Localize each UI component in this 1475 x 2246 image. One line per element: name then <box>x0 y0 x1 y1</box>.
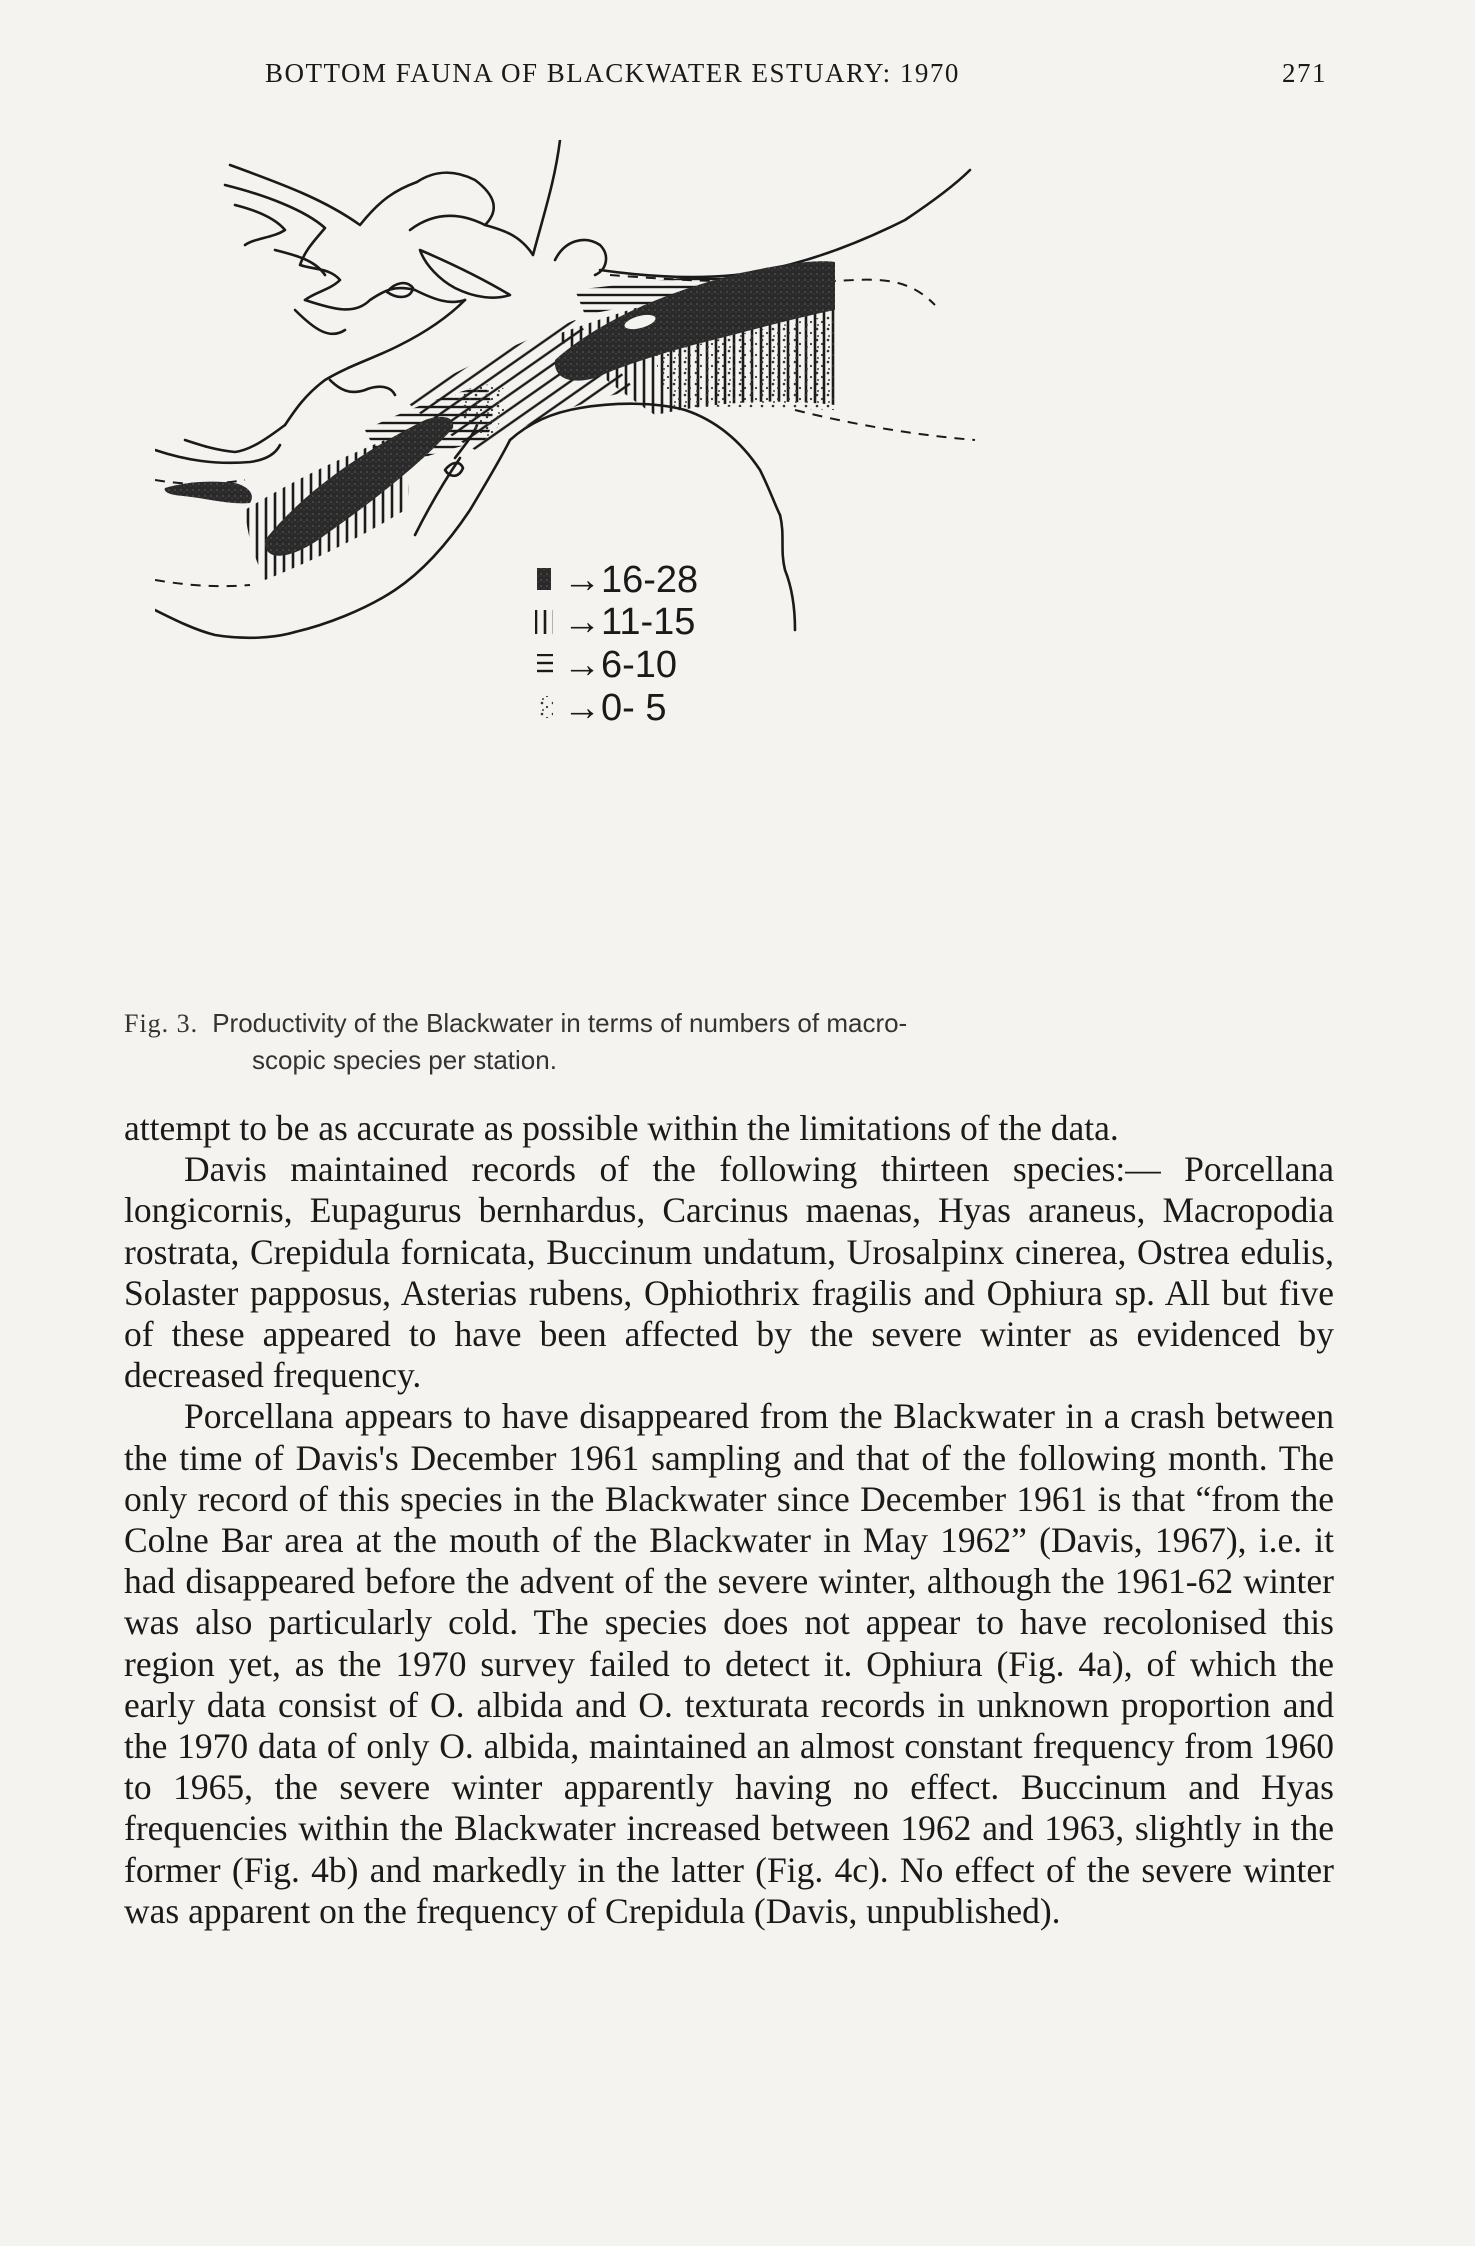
figure-label: Fig. 3. <box>124 1009 199 1038</box>
zone-16-28-tail <box>165 482 252 504</box>
running-head-title: BOTTOM FAUNA OF BLACKWATER ESTUARY: 1970 <box>265 58 960 88</box>
caption-line-1: Productivity of the Blackwater in terms of numbers of macro- <box>212 1008 908 1038</box>
legend-item-16-28 <box>537 559 698 601</box>
legend-item-0-5 <box>537 687 666 729</box>
paragraph-2: Davis maintained records of the following thirteen species:— Porcellana longicornis, Eupagurus bernhardus, Carcinus maenas, Hyas araneus, Macropodia rostrata, Crepidula fornicata, Buccinum undatum, Urosalpinx cinerea, Ostrea edulis, Solaster papposus, Asterias rubens, Ophiothrix fragilis and Ophiura sp. All but five of these appeared to have been affected by the severe winter as evidenced by decreased frequency. <box>124 1149 1334 1396</box>
svg-text:→0- 5: →0- 5 <box>563 687 667 729</box>
svg-text:→16-28: →16-28 <box>563 559 699 601</box>
paragraph-1: attempt to be as accurate as possible within the limitations of the data. <box>124 1108 1119 1148</box>
map-svg <box>155 140 1295 980</box>
figure-caption <box>124 1005 1334 1078</box>
page-number: 271 <box>1282 58 1327 88</box>
estuary-productivity-map <box>155 140 1295 980</box>
svg-text:→11-15: →11-15 <box>563 601 696 643</box>
legend-item-11-15 <box>535 601 695 643</box>
caption-line-2: scopic species per station. <box>252 1045 557 1075</box>
paragraph-3: Porcellana appears to have disappeared from the Blackwater in a crash between the time of Davis's December 1961 sampling and that of the following month. The only record of this species in the Blackwater since December 1961 is that “from the Colne Bar area at the mouth of the Blackwater in May 1962” (Davis, 1967), i.e. it had disappeared before the advent of the severe winter, although the 1961-62 winter was also particularly cold. The species does not appear to have recolonised this region yet, as the 1970 survey failed to detect it. Ophiura (Fig. 4a), of which the early data consist of O. albida and O. texturata records in unknown proportion and the 1970 data of only O. albida, maintained an almost constant frequency from 1960 to 1965, the severe winter apparently having no effect. Buccinum and Hyas frequencies within the Blackwater increased between 1962 and 1963, slightly in the former (Fig. 4b) and markedly in the latter (Fig. 4c). No effect of the severe winter was apparent on the frequency of Crepidula (Davis, unpublished). <box>124 1396 1334 1931</box>
body-text <box>124 1108 1334 1932</box>
svg-text:→6-10: →6-10 <box>563 644 678 686</box>
legend-item-6-10 <box>537 644 677 686</box>
map-legend <box>535 559 698 729</box>
